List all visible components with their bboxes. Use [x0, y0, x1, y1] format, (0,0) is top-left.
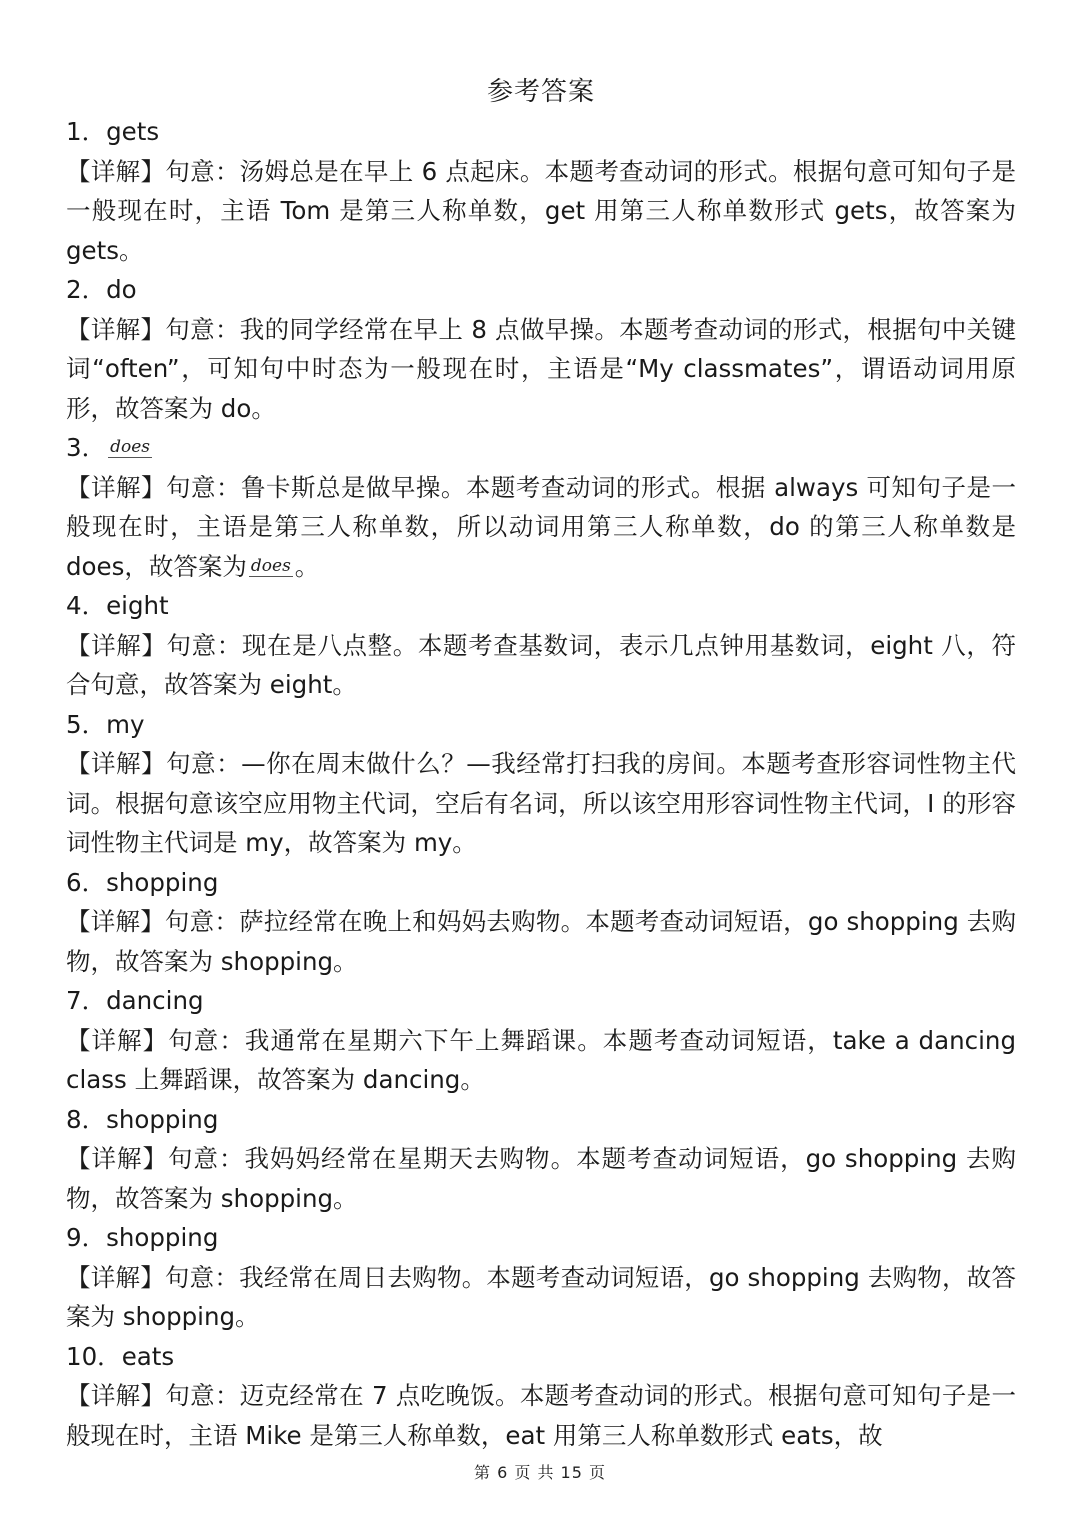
answer-explanation [66, 1139, 1016, 1218]
answer-number: 5． [66, 709, 107, 739]
answer-item-8 [66, 1100, 1016, 1219]
explanation-label: 【详解】 [66, 1262, 165, 1292]
explanation-label: 【详解】 [66, 472, 166, 502]
explanation-label: 【详解】 [66, 156, 166, 186]
explanation-label: 【详解】 [66, 630, 167, 660]
answer-value: eight [106, 591, 169, 620]
explanation-label: 【详解】 [66, 907, 165, 936]
explanation-text: 句意：我妈妈经常在星期天去购物。本题考查动词短语，go shopping 去购物，故答案为 shopping。 [66, 1144, 1016, 1213]
answer-value: gets [106, 117, 160, 146]
answer-number: 7． [66, 986, 107, 1015]
answer-item-1 [66, 112, 1016, 270]
answer-value: shopping [106, 1104, 219, 1134]
answer-explanation [66, 152, 1016, 271]
answer-item-10 [66, 1337, 1016, 1456]
answer-explanation [66, 626, 1016, 705]
answer-item-3 [66, 428, 1016, 586]
answer-explanation [66, 468, 1016, 587]
answer-item-7 [66, 981, 1016, 1100]
answer-explanation [66, 1258, 1016, 1337]
answer-value: shopping [106, 867, 219, 897]
page-footer: 第 6 页 共 15 页 [474, 1463, 606, 1482]
answer-heading [66, 428, 1016, 468]
answer-heading [66, 1218, 1016, 1258]
answer-item-2 [66, 270, 1016, 428]
answer-item-5 [66, 705, 1016, 863]
answer-explanation [66, 744, 1016, 863]
answer-number: 2． [66, 275, 107, 304]
explanation-text: 句意：鲁卡斯总是做早操。本题考查动词的形式。根据 always 可知句子是一般现在时，主语是第三人称单数，所以动词用第三人称单数，do 的第三人称单数是 does，故答案为 [66, 472, 1016, 581]
answer-number: 9． [66, 1223, 107, 1252]
answer-value: shopping [106, 1223, 219, 1252]
explanation-text: 句意：汤姆总是在早上 6 点起床。本题考查动词的形式。根据句意可知句子是一般现在时，主语 Tom 是第三人称单数，get 用第三人称单数形式 gets，故答案为 gets。 [66, 156, 1017, 265]
answer-value: eats [121, 1341, 175, 1371]
answer-number: 1． [66, 117, 107, 146]
answer-item-6 [66, 863, 1016, 982]
answer-list [66, 112, 1016, 1455]
explanation-label: 【详解】 [66, 749, 167, 778]
handwritten-answer: does [250, 555, 291, 576]
answer-number: 8． [66, 1104, 107, 1134]
explanation-label: 【详解】 [66, 1025, 169, 1055]
explanation-text: 句意：我经常在周日去购物。本题考查动词短语，go shopping 去购物，故答案为 shopping。 [66, 1262, 1016, 1331]
answer-item-4 [66, 586, 1016, 705]
answer-value: dancing [106, 986, 204, 1015]
answer-explanation [66, 310, 1016, 429]
answer-number: 6． [66, 867, 107, 897]
answer-heading [66, 270, 1016, 310]
answer-heading [66, 863, 1016, 903]
answer-heading [66, 1337, 1016, 1377]
answer-heading [66, 1100, 1016, 1140]
page-title: 参考答案 [486, 77, 595, 107]
answer-explanation [66, 902, 1016, 981]
explanation-text: 句意：我通常在星期六下午上舞蹈课。本题考查动词短语，take a dancing class 上舞蹈课，故答案为 dancing。 [66, 1025, 1017, 1094]
explanation-label: 【详解】 [66, 1144, 169, 1173]
answer-number: 3． [66, 433, 107, 462]
answer-heading [66, 586, 1016, 626]
answer-heading [66, 112, 1016, 152]
answer-explanation [66, 1021, 1016, 1100]
explanation-text: 句意：迈克经常在 7 点吃晚饭。本题考查动词的形式。根据句意可知句子是一般现在时，主语 Mike 是第三人称单数，eat 用第三人称单数形式 eats，故 [66, 1381, 1017, 1450]
explanation-text: 句意：现在是八点整。本题考查基数词，表示几点钟用基数词，eight 八，符合句意，故答案为 eight。 [66, 630, 1016, 699]
handwritten-answer: does [110, 437, 150, 457]
answer-heading [66, 981, 1016, 1021]
answer-heading [66, 705, 1016, 745]
answer-value: do [106, 275, 137, 304]
answer-number: 10． [66, 1341, 122, 1371]
explanation-text: 句意：萨拉经常在晚上和妈妈去购物。本题考查动词短语，go shopping 去购物，故答案为 shopping。 [66, 907, 1016, 976]
explanation-text: 句意：我的同学经常在早上 8 点做早操。本题考查动词的形式，根据句中关键词“often”，可知句中时态为一般现在时，主语是“My classmates”，谓语动词用原形，故答案为 do。 [66, 314, 1017, 423]
answer-item-9 [66, 1218, 1016, 1337]
explanation-end: 。 [294, 551, 320, 581]
answer-value: my [106, 709, 145, 739]
answer-explanation [66, 1376, 1016, 1455]
explanation-label: 【详解】 [66, 1381, 166, 1410]
explanation-text: 句意：—你在周末做什么？—我经常打扫我的房间。本题考查形容词性物主代词。根据句意该空应用物主代词，空后有名词，所以该空用形容词性物主代词，I 的形容词性物主代词是 my，故答案为 my。 [66, 749, 1017, 857]
answer-number: 4． [66, 591, 107, 620]
explanation-label: 【详解】 [66, 314, 166, 344]
